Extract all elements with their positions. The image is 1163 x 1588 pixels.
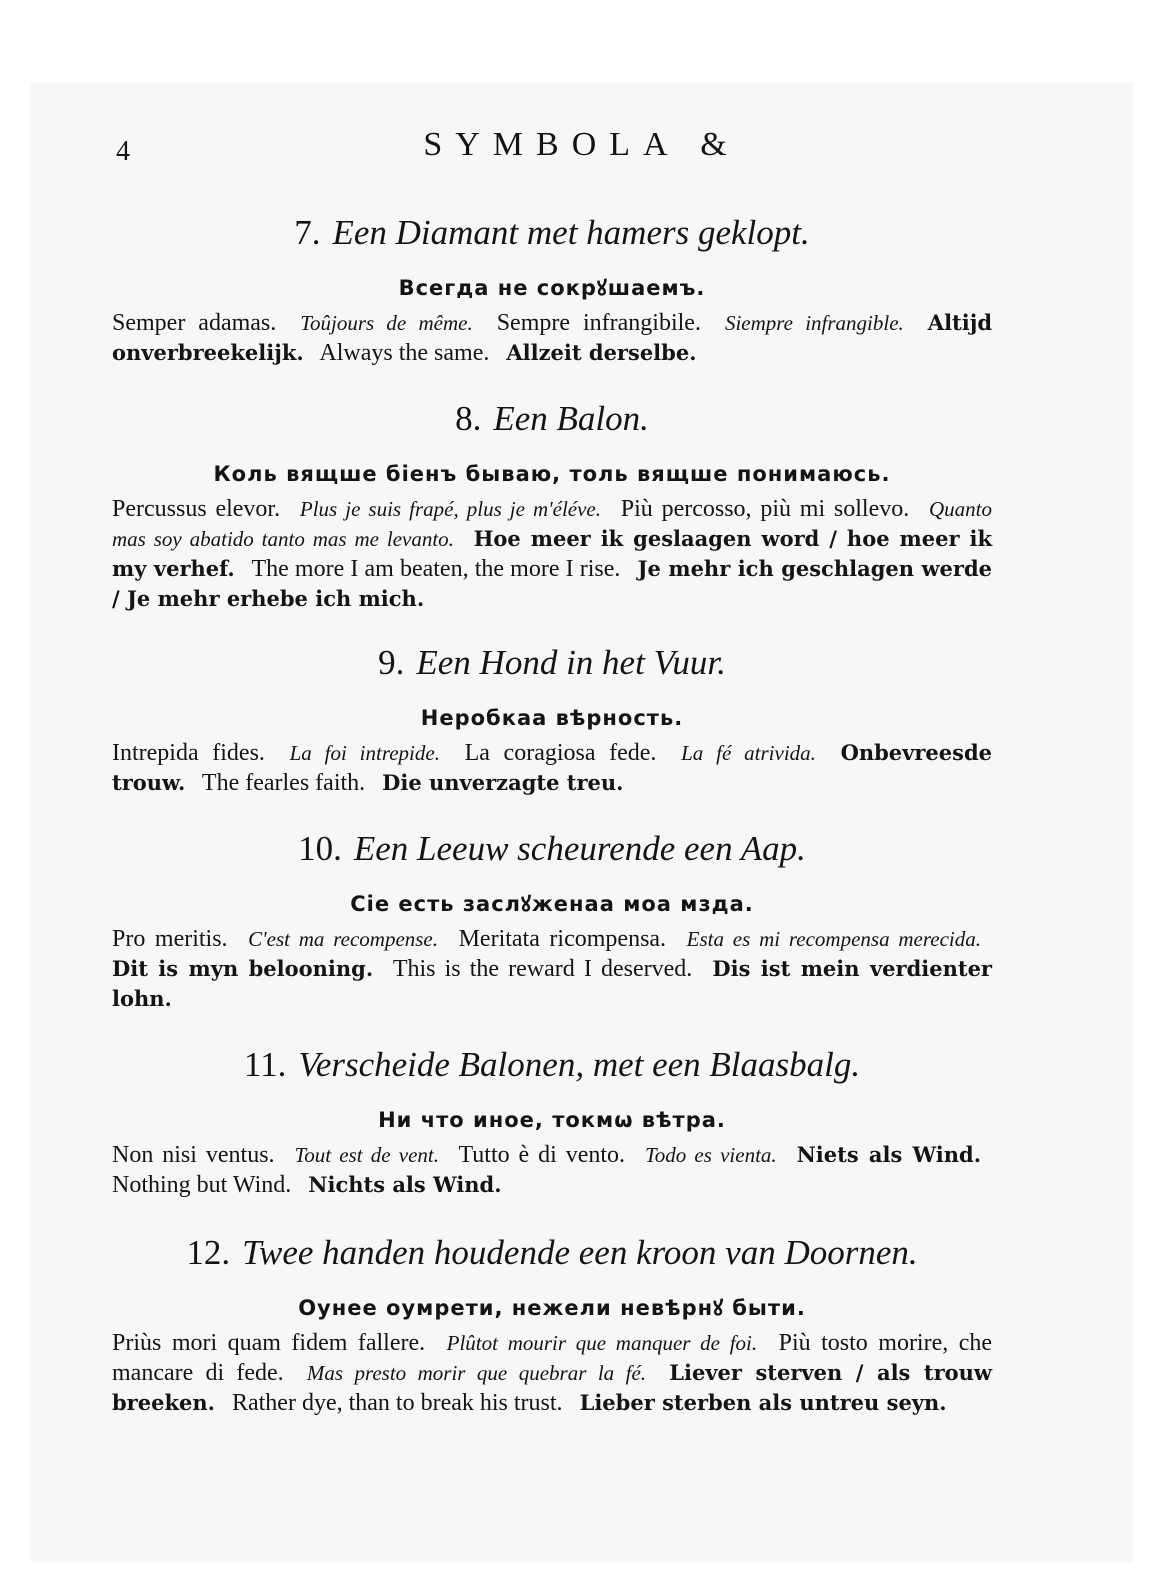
motto-italian: Tutto è di vento. xyxy=(458,1142,626,1168)
motto-english: Rather dye, than to break his trust. xyxy=(231,1390,563,1416)
emblem-9 xyxy=(112,640,992,798)
motto-translations xyxy=(112,738,992,798)
motto-spanish: Mas presto morir que quebrar la fé. xyxy=(306,1361,647,1385)
emblem-title xyxy=(112,826,992,872)
emblem-title xyxy=(112,1230,992,1276)
motto-german: Je mehr ich geschlagen werde / Je mehr erhebe ich mich. xyxy=(112,556,993,611)
motto-latin: Priùs mori quam fidem fallere. xyxy=(112,1330,426,1356)
motto-english: This is the reward I deserved. xyxy=(392,956,693,982)
motto-english: The fearles faith. xyxy=(201,770,366,796)
emblem-number: 9. xyxy=(378,643,405,682)
motto-dutch: Altijd onverbreekelijk. xyxy=(112,310,993,365)
slavonic-motto: Всегда не сокрꙋшаемъ. xyxy=(398,276,706,300)
motto-latin: Semper adamas. xyxy=(112,310,277,336)
motto-french: Plus je suis frapé, plus je m'éléve. xyxy=(299,497,601,521)
motto-french: Toûjours de même. xyxy=(300,311,473,335)
motto-dutch: Liever sterven / als trouw breeken. xyxy=(112,1360,992,1415)
emblem-12 xyxy=(112,1230,992,1418)
motto-italian: Più percosso, più mi sollevo. xyxy=(620,496,910,522)
motto-italian: Più tosto morire, che mancare di fede. xyxy=(112,1330,993,1386)
motto-spanish: Quanto mas soy abatido tanto mas me levanto. xyxy=(112,497,993,551)
motto-spanish: Esta es mi recompensa merecida. xyxy=(686,927,981,951)
emblem-10 xyxy=(112,826,992,1014)
motto-german: Nichts als Wind. xyxy=(308,1172,502,1197)
emblem-name: Een Balon. xyxy=(493,399,649,438)
emblem-number: 11. xyxy=(243,1045,287,1084)
emblem-11 xyxy=(112,1042,992,1200)
motto-translations xyxy=(112,1328,992,1418)
motto-italian: Meritata ricompensa. xyxy=(458,926,667,952)
emblem-title xyxy=(112,396,992,442)
slavonic-motto: Ни что иное, токмѡ вѣтра. xyxy=(378,1108,726,1132)
motto-dutch: Onbevreesde trouw. xyxy=(112,740,993,795)
motto-french: C'est ma recompense. xyxy=(248,927,439,951)
emblem-name: Twee handen houdende een kroon van Doornen. xyxy=(242,1233,918,1272)
motto-german: Die unverzagte treu. xyxy=(382,770,624,795)
motto-dutch: Niets als Wind. xyxy=(796,1142,982,1167)
motto-french: Tout est de vent. xyxy=(294,1143,439,1167)
motto-spanish: Siempre infrangible. xyxy=(724,311,904,335)
motto-dutch: Dit is myn belooning. xyxy=(112,956,374,981)
motto-italian: Sempre infrangibile. xyxy=(496,310,701,336)
motto-latin: Intrepida fides. xyxy=(112,740,265,766)
motto-translations xyxy=(112,494,992,614)
emblem-number: 12. xyxy=(186,1233,231,1272)
motto-translations xyxy=(112,1140,992,1200)
emblem-name: Verscheide Balonen, met een Blaasbalg. xyxy=(298,1045,861,1084)
emblem-name: Een Hond in het Vuur. xyxy=(416,643,726,682)
emblem-name: Een Diamant met hamers geklopt. xyxy=(332,213,810,252)
motto-dutch: Hoe meer ik geslaagen word / hoe meer ik my verhef. xyxy=(112,526,993,581)
emblem-8 xyxy=(112,396,992,614)
running-head xyxy=(0,124,1163,174)
motto-translations xyxy=(112,308,992,368)
motto-english: The more I am beaten, the more I rise. xyxy=(251,556,621,582)
motto-spanish: Todo es vienta. xyxy=(645,1143,777,1167)
motto-latin: Percussus elevor. xyxy=(112,496,281,522)
emblem-title xyxy=(112,210,992,256)
motto-english: Always the same. xyxy=(319,340,490,366)
emblem-title xyxy=(112,640,992,686)
emblem-number: 8. xyxy=(455,399,482,438)
motto-english: Nothing but Wind. xyxy=(112,1172,292,1198)
emblem-number: 7. xyxy=(294,213,321,252)
motto-latin: Pro meritis. xyxy=(112,926,228,952)
motto-german: Lieber sterben als untreu seyn. xyxy=(579,1390,947,1415)
slavonic-motto: Неробкаа вѣрность. xyxy=(420,706,684,730)
emblem-7 xyxy=(112,210,992,368)
motto-french: Plûtot mourir que manquer de foi. xyxy=(446,1331,758,1355)
motto-german: Dis ist mein verdienter lohn. xyxy=(112,956,992,1011)
motto-german: Allzeit derselbe. xyxy=(506,340,697,365)
motto-french: La foi intrepide. xyxy=(289,741,440,765)
emblem-number: 10. xyxy=(298,829,342,868)
motto-latin: Non nisi ventus. xyxy=(112,1142,275,1168)
motto-translations xyxy=(112,924,992,1014)
slavonic-motto: Оунее оумрети, нежели невѣрнꙋ быти. xyxy=(298,1296,806,1320)
page-number: 4 xyxy=(116,136,130,167)
running-title: SYMBOLA & xyxy=(423,126,740,163)
slavonic-motto: Коль вящше біенъ бываю, толь вящше понимаюсь. xyxy=(213,462,891,486)
emblem-name: Een Leeuw scheurende een Aap. xyxy=(353,829,806,868)
emblem-title xyxy=(112,1042,992,1088)
slavonic-motto: Сіе есть заслꙋженаа моа мзда. xyxy=(350,892,754,916)
motto-spanish: La fé atrivida. xyxy=(681,741,816,765)
motto-italian: La coragiosa fede. xyxy=(464,740,657,766)
